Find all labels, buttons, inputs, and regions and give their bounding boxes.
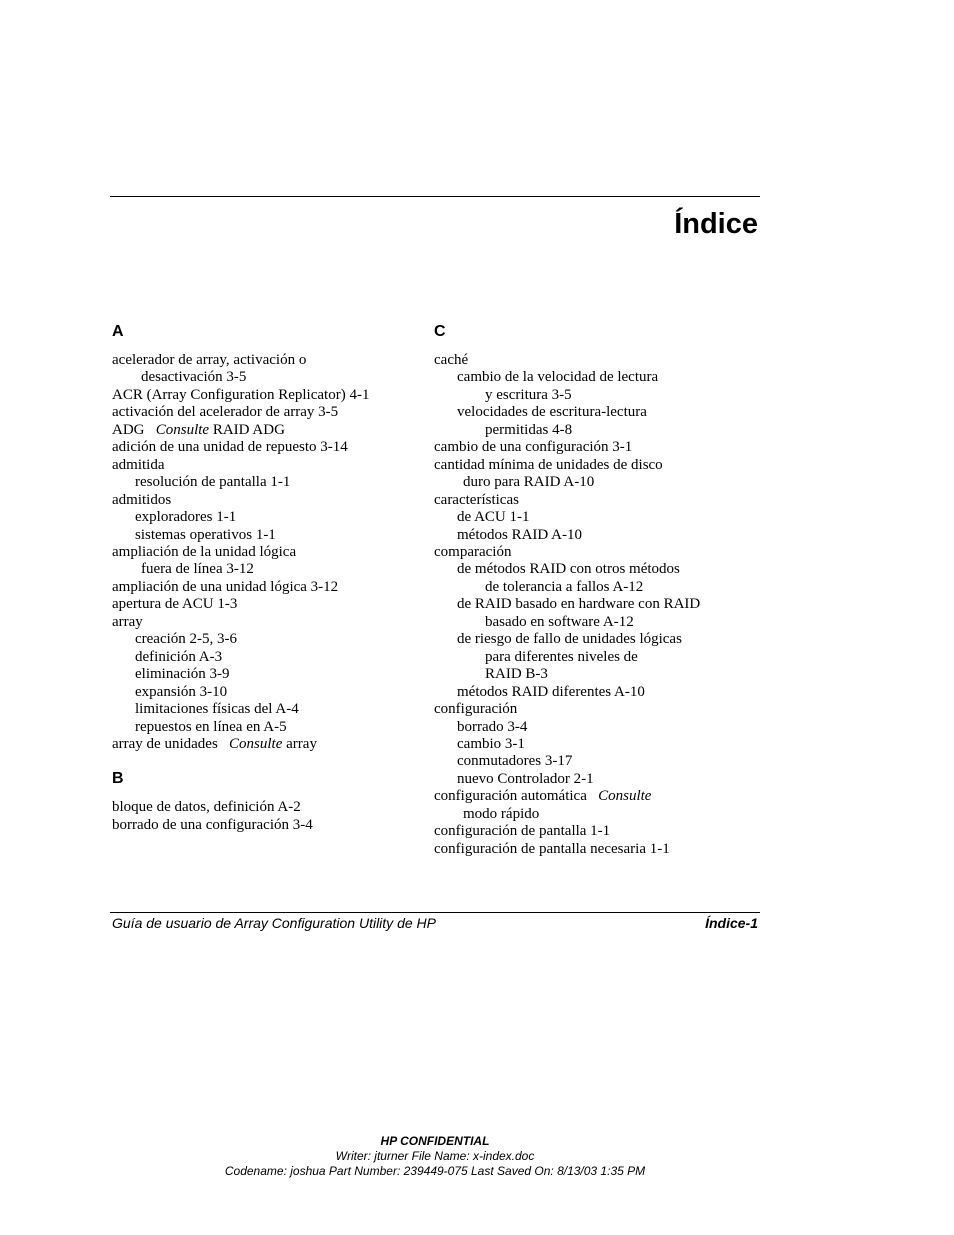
index-subentry: de ACU 1-1	[457, 509, 530, 526]
index-term: ADG	[112, 421, 145, 438]
index-subentry: repuestos en línea en A-5	[135, 718, 287, 735]
index-entry: acelerador de array, activación o	[112, 352, 307, 368]
index-subentry: eliminación 3-9	[135, 666, 230, 683]
index-subentry: métodos RAID diferentes A-10	[457, 683, 645, 700]
footer-document-title: Guía de usuario de Array Configuration Utility de HP	[112, 915, 436, 931]
index-entry	[434, 788, 734, 805]
see-reference-label: Consulte	[155, 421, 210, 438]
index-entry: caché	[434, 352, 469, 368]
index-entry: admitidos	[112, 491, 172, 508]
index-column-left	[112, 322, 412, 834]
index-entry: ACR (Array Configuration Replicator) 4-1	[112, 386, 370, 403]
see-reference-target: RAID ADG	[212, 421, 285, 438]
index-subentry-continuation: para diferentes niveles de	[485, 648, 638, 665]
index-subentry: expansión 3-10	[135, 683, 228, 700]
index-subentry-continuation: permitidas 4-8	[485, 421, 573, 438]
index-term: array de unidades	[112, 735, 218, 752]
index-subentry: limitaciones físicas del A-4	[135, 701, 299, 718]
index-entry: ampliación de la unidad lógica	[112, 543, 297, 560]
index-entry: activación del acelerador de array 3-5	[112, 404, 339, 421]
index-subentry: conmutadores 3-17	[457, 753, 573, 770]
index-subentry-continuation: basado en software A-12	[485, 613, 634, 630]
index-subentry: de métodos RAID con otros métodos	[457, 561, 680, 578]
index-subentry: velocidades de escritura-lectura	[457, 404, 647, 421]
index-subentry-continuation: de tolerancia a fallos A-12	[485, 578, 644, 595]
index-subentry-continuation: RAID B-3	[485, 666, 548, 683]
index-entry-continuation: modo rápido	[463, 805, 540, 822]
footer-page-number: Índice-1	[705, 915, 758, 931]
index-entry-continuation: duro para RAID A-10	[463, 474, 595, 491]
index-entry-continuation: fuera de línea 3-12	[141, 561, 254, 578]
index-subentry: exploradores 1-1	[135, 509, 237, 526]
index-letter-a: A	[112, 323, 124, 340]
index-subentry: nuevo Controlador 2-1	[457, 770, 594, 787]
index-column-right	[434, 322, 734, 858]
index-entry: borrado de una configuración 3-4	[112, 816, 313, 833]
footer-rule	[110, 912, 760, 913]
index-entry: cantidad mínima de unidades de disco	[434, 456, 663, 473]
index-entry: configuración	[434, 701, 518, 718]
index-term: configuración automática	[434, 788, 587, 805]
index-entry: array	[112, 613, 143, 630]
confidential-codename-line: Codename: joshua Part Number: 239449-075 Last Saved On: 8/13/03 1:35 PM	[224, 1164, 646, 1178]
confidential-writer-line: Writer: jturner File Name: x-index.doc	[335, 1149, 535, 1163]
header-rule	[110, 196, 760, 197]
index-subentry: resolución de pantalla 1-1	[135, 474, 291, 491]
see-reference-label: Consulte	[229, 735, 283, 752]
index-subentry: cambio 3-1	[457, 735, 525, 752]
index-entry: cambio de una configuración 3-1	[434, 439, 633, 456]
index-entry: bloque de datos, definición A-2	[112, 799, 301, 816]
index-subentry: de RAID basado en hardware con RAID	[457, 596, 701, 613]
index-entry	[112, 736, 412, 753]
index-subentry: borrado 3-4	[457, 718, 528, 735]
index-subentry: métodos RAID A-10	[457, 526, 582, 543]
index-entry: comparación	[434, 543, 512, 560]
index-subentry: de riesgo de fallo de unidades lógicas	[457, 631, 682, 648]
index-subentry: sistemas operativos 1-1	[135, 526, 276, 543]
index-entry-continuation: desactivación 3-5	[141, 369, 247, 386]
index-entry: configuración de pantalla necesaria 1-1	[434, 840, 670, 857]
index-subentry: creación 2-5, 3-6	[135, 631, 238, 648]
page-title: Índice	[674, 208, 758, 240]
index-entry	[112, 422, 412, 439]
index-entry: adición de una unidad de repuesto 3-14	[112, 439, 348, 456]
see-reference-target: array	[286, 735, 317, 752]
confidential-label: HP CONFIDENTIAL	[380, 1134, 490, 1148]
index-entry: configuración de pantalla 1-1	[434, 823, 611, 840]
index-letter-c: C	[434, 323, 446, 340]
index-subentry: definición A-3	[135, 648, 223, 665]
index-letter-b: B	[112, 770, 124, 788]
index-subentry-continuation: y escritura 3-5	[485, 386, 572, 403]
index-subentry: cambio de la velocidad de lectura	[457, 369, 659, 386]
index-entry: apertura de ACU 1-3	[112, 596, 238, 613]
index-entry: características	[434, 491, 519, 508]
index-entry: admitida	[112, 456, 165, 473]
see-reference-label: Consulte	[598, 788, 652, 805]
index-entry: ampliación de una unidad lógica 3-12	[112, 578, 339, 595]
